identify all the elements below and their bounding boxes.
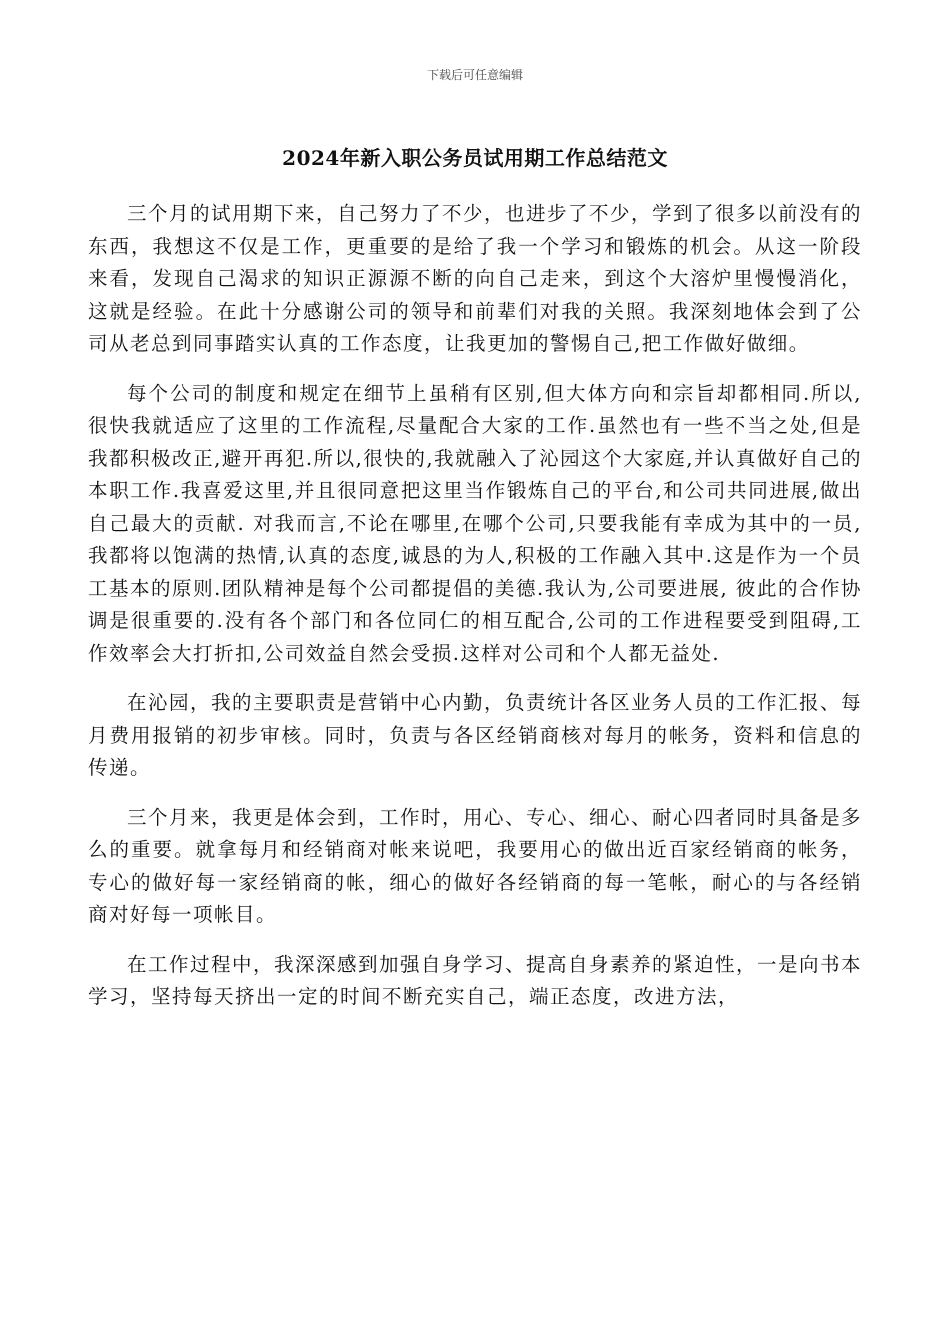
page-header-note: 下载后可任意编辑: [426, 68, 523, 82]
paragraph-2: 每个公司的制度和规定在细节上虽稍有区别,但大体方向和宗旨却都相同.所以,很快我就适应了这里的工作流程,尽量配合大家的工作.虽然也有一些不当之处,但是我都积极改正,避开再犯.所以,很快的,我就融入了沁园这个大家庭,并认真做好自己的本职工作.我喜爱这里,并且很同意把这里当作锻炼自己的平台,和公司共同进展,做出自己最大的贡献. 对我而言,不论在哪里,在哪个公司,只要我能有幸成为其中的一员,我都将以饱满的热情,认真的态度,诚恳的为人,积极的工作融入其中.这是作为一个员工基本的原则.团队精神是每个公司都提倡的美德.我认为,公司要进展, 彼此的合作协调是很重要的.没有各个部门和各位同仁的相互配合,公司的工作进程要受到阻碍,工作效率会大打折扣,公司效益自然会受损.这样对公司和个人都无益处.: [88, 381, 862, 665]
document-body: [88, 198, 862, 1031]
paragraph-3: 在沁园，我的主要职责是营销中心内勤，负责统计各区业务人员的工作汇报、每月费用报销的初步审核。同时，负责与各区经销商核对每月的帐务，资料和信息的传递。: [88, 691, 863, 779]
paragraph-5: 在工作过程中，我深深感到加强自身学习、提高自身素养的紧迫性，一是向书本学习，坚持每天挤出一定的时间不断充实自己，端正态度，改进方法，: [88, 952, 863, 1008]
paragraph-1: 三个月的试用期下来，自己努力了不少，也进步了不少，学到了很多以前没有的东西，我想这不仅是工作，更重要的是给了我一个学习和锻炼的机会。从这一阶段来看，发现自己渴求的知识正源源不断的向自己走来，到这个大溶炉里慢慢消化，这就是经验。在此十分感谢公司的领导和前辈们对我的关照。我深刻地体会到了公司从老总到同事踏实认真的工作态度，让我更加的警惕自己,把工作做好做细。: [88, 202, 863, 355]
paragraph-4: 三个月来，我更是体会到，工作时，用心、专心、细心、耐心四者同时具备是多么的重要。就拿每月和经销商对帐来说吧，我要用心的做出近百家经销商的帐务，专心的做好每一家经销商的帐，细心的做好各经销商的每一笔帐，耐心的与各经销商对好每一项帐目。: [88, 805, 863, 926]
document-title: 2024年新入职公务员试用期工作总结范文: [282, 146, 668, 170]
